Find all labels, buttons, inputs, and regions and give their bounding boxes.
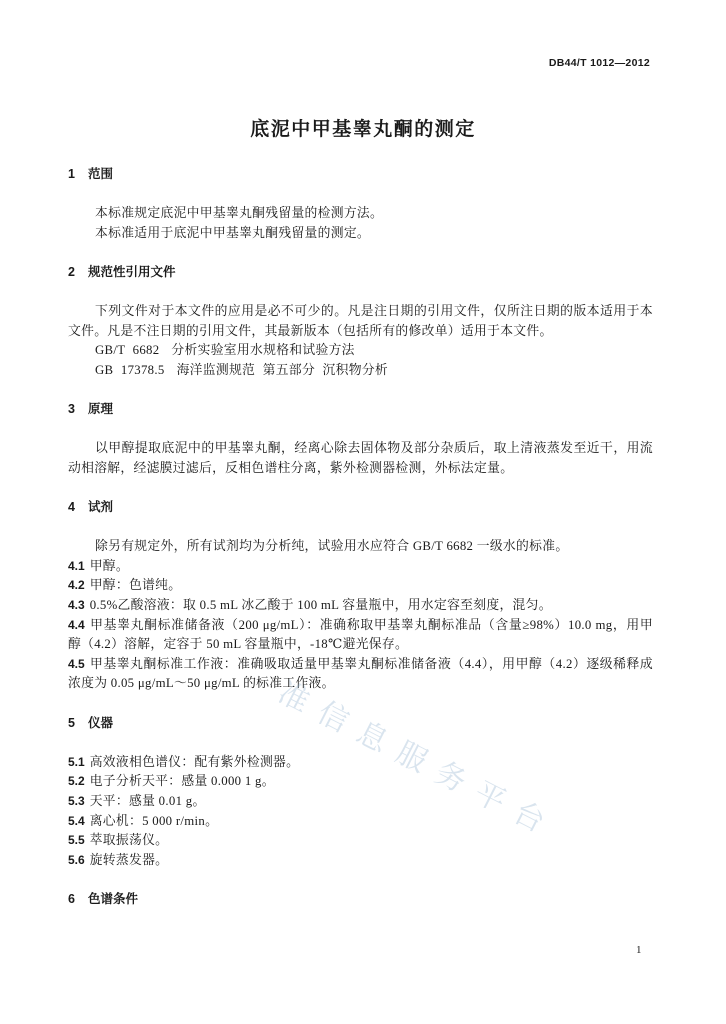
section-normative-references (68, 263, 653, 381)
paragraph-line: 文件。凡是不注日期的引用文件，其最新版本（包括所有的修改单）适用于本文件。 (68, 323, 553, 338)
item-text: 旋转蒸发器。 (89, 852, 169, 867)
item-text: 高效液相色谱仪：配有紫外检测器。 (89, 754, 300, 769)
watermark: 准信息服务平台 (272, 675, 563, 847)
section-chromatographic-conditions (68, 890, 653, 910)
item-text: 甲醇：色谱纯。 (89, 578, 182, 593)
section-title: 规范性引用文件 (88, 264, 176, 279)
item-number: 5.3 (68, 794, 85, 808)
list-item (68, 557, 653, 577)
section-number: 3 (68, 402, 75, 417)
section-scope (68, 165, 653, 243)
item-text: 甲基睾丸酮标准工作液：准确吸取适量甲基睾丸酮标准储备液（4.4），用甲醇（4.2）逐级稀释成 (89, 656, 653, 671)
document-code: DB44/T 1012—2012 (548, 57, 650, 69)
page-title: 底泥中甲基睾丸酮的测定 (250, 119, 476, 140)
item-number: 4.1 (68, 558, 85, 573)
list-item-continuation: 浓度为 0.05 μg/mL～50 μg/mL 的标准工作液。 (68, 676, 335, 691)
item-number: 4.3 (68, 598, 85, 613)
reference-title: 海洋监测规范 第五部分 沉积物分析 (176, 362, 389, 377)
item-text: 萃取振荡仪。 (89, 833, 169, 848)
item-text: 天平：感量 0.01 g。 (89, 794, 206, 808)
item-number: 5.4 (68, 813, 85, 828)
section-reagents (68, 498, 653, 694)
item-text: 电子分析天平：感量 0.000 1 g。 (89, 774, 275, 789)
item-number: 5.5 (68, 833, 85, 848)
item-text: 甲基睾丸酮标准储备液（200 μg/mL）：准确称取甲基睾丸酮标准品（含量≥98%）10.0 mg，用甲 (89, 617, 653, 632)
section-number: 4 (68, 500, 75, 515)
list-item (68, 655, 653, 675)
paragraph-line: 动相溶解，经滤膜过滤后，反相色谱柱分离，紫外检测器检测，外标法定量。 (68, 460, 514, 475)
list-item (68, 576, 653, 596)
section-heading (68, 498, 653, 518)
reference-code: GB 17378.5 (95, 362, 165, 377)
section-principle (68, 400, 653, 478)
item-number: 4.2 (68, 578, 85, 593)
item-number: 5.2 (68, 774, 85, 789)
item-number: 4.5 (68, 656, 85, 671)
list-item (68, 812, 653, 832)
list-item (68, 596, 653, 616)
reference-item (68, 341, 653, 361)
paragraph-line: 以甲醇提取底泥中的甲基睾丸酮，经离心除去固体物及部分杂质后，取上清液蒸发至近干，用流 (95, 441, 653, 456)
item-text: 0.5%乙酸溶液：取 0.5 mL 冰乙酸于 100 mL 容量瓶中，用水定容至刻度，混匀。 (89, 598, 552, 613)
list-item (68, 753, 653, 773)
item-text: 离心机：5 000 r/min。 (89, 813, 219, 828)
page-number: 1 (636, 944, 642, 956)
section-number: 5 (68, 715, 75, 730)
item-number: 5.6 (68, 852, 85, 867)
paragraph-line: 本标准适用于底泥中甲基睾丸酮残留量的测定。 (95, 225, 371, 240)
section-heading (68, 400, 653, 420)
list-item (68, 792, 653, 812)
paragraph-line: 本标准规定底泥中甲基睾丸酮残留量的检测方法。 (95, 206, 384, 221)
list-item (68, 851, 653, 871)
reference-item (68, 361, 653, 381)
item-number: 4.4 (68, 617, 85, 632)
section-number: 2 (68, 264, 75, 279)
paragraph-line: 除另有规定外，所有试剂均为分析纯，试验用水应符合 GB/T 6682 一级水的标准。 (95, 539, 569, 554)
section-title: 范围 (88, 167, 114, 181)
item-number: 5.1 (68, 754, 85, 769)
item-text: 甲醇。 (89, 558, 129, 573)
section-heading (68, 714, 653, 734)
section-title: 试剂 (88, 500, 114, 515)
section-title: 色谱条件 (88, 891, 139, 906)
list-item-continuation: 醇（4.2）溶解，定容于 50 mL 容量瓶中，-18℃避光保存。 (68, 637, 409, 652)
reference-code: GB/T 6682 (95, 343, 160, 358)
section-apparatus (68, 714, 653, 871)
list-item (68, 772, 653, 792)
section-number: 6 (68, 891, 75, 906)
section-heading (68, 263, 653, 283)
paragraph-line: 下列文件对于本文件的应用是必不可少的。凡是注日期的引用文件，仅所注日期的版本适用于本 (95, 304, 653, 319)
section-heading (68, 165, 653, 185)
list-item (68, 831, 653, 851)
section-heading (68, 890, 653, 910)
list-item (68, 616, 653, 636)
section-title: 仪器 (88, 715, 114, 730)
section-title: 原理 (88, 402, 114, 417)
reference-title: 分析实验室用水规格和试验方法 (171, 343, 355, 358)
document-body (68, 165, 653, 929)
section-number: 1 (68, 167, 75, 181)
